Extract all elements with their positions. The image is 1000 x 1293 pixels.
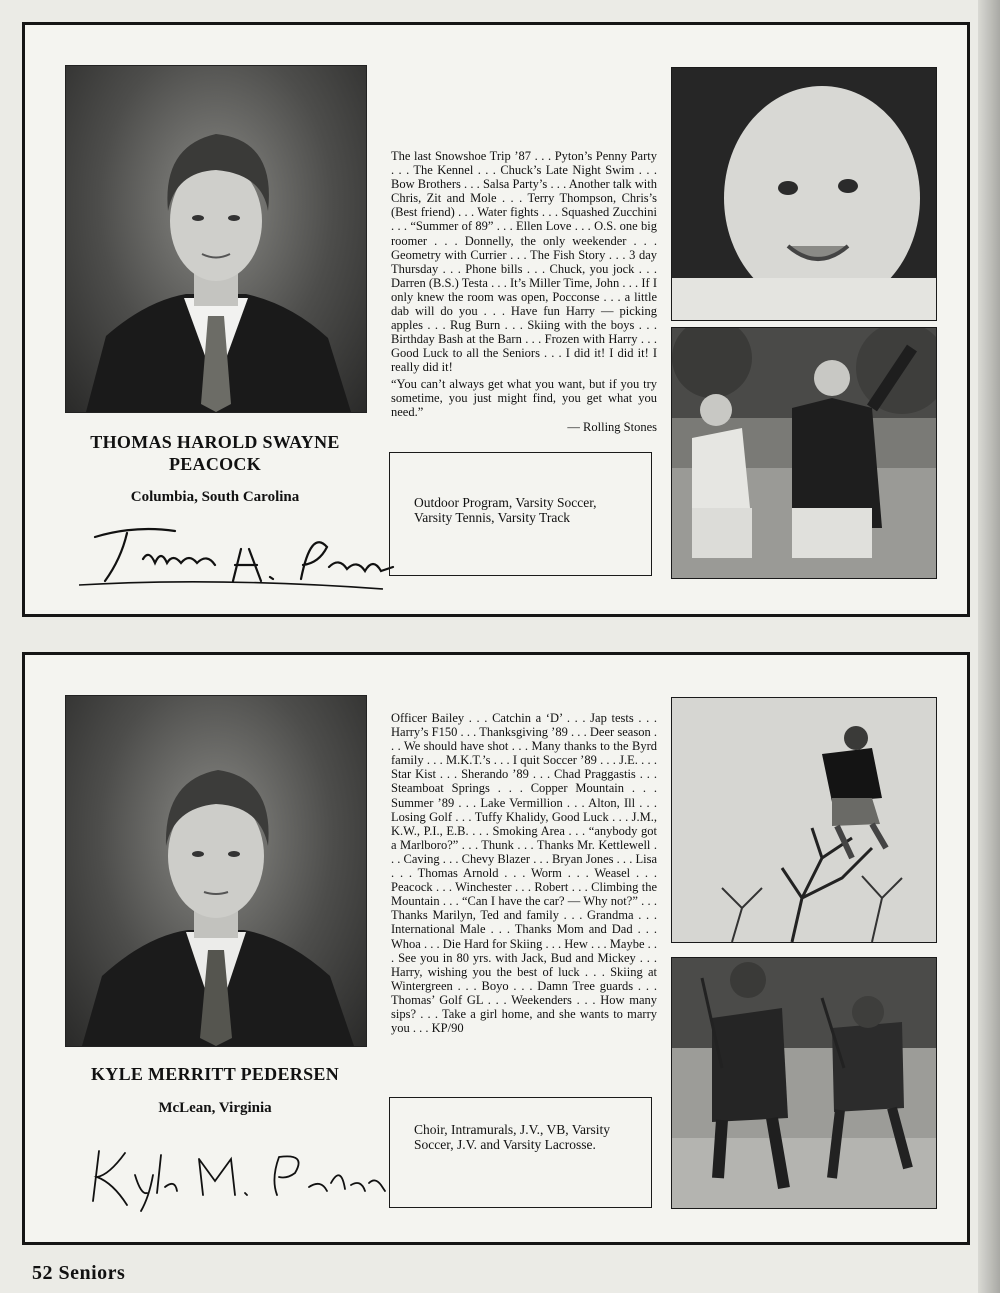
senior-name <box>65 431 365 475</box>
hometown: Columbia, South Carolina <box>130 489 300 505</box>
name-line-1: THOMAS HAROLD SWAYNE <box>90 432 340 452</box>
senior-name: KYLE MERRITT PEDERSEN <box>90 1064 340 1084</box>
section-label: Seniors <box>58 1262 126 1284</box>
senior-quote: “You can’t always get what you want, but if you try sometime, you just might find, you get what you need.” <box>391 377 657 420</box>
senior-panel-pedersen <box>22 652 970 1245</box>
activities-box: Outdoor Program, Varsity Soccer, Varsity Tennis, Varsity Track <box>389 452 652 576</box>
portrait-photo <box>65 695 367 1047</box>
baby-photo <box>671 67 937 321</box>
signature <box>65 1135 395 1215</box>
hometown: McLean, Virginia <box>158 1100 272 1116</box>
senior-memories: Officer Bailey . . . Catchin a ‘D’ . . . Jap tests . . . Harry’s F150 . . . Thanksgiving ’89 . . . Deer season . . . We should have shot . . . Many thanks to the Byrd family . . . M.K.T.’s . . . I quit Soccer ’89 . . . J.E. . . . Star Kist . . . Sherando ’89 . . . Chad Praggastis . . . Steamboat Springs . . . Copper Mountain . . . Summer ’89 . . . Lake Vermillion . . . Alton, Ill . . . Losing Golf . . . Tuffy Khalidy, Good Luck . . . J.M., K.W., P.I., E.B. . . . Smoking Area . . . “anybody got a Marlboro?” . . . Thunk . . . Thanks Mr. Kettlewell . . . Caving . . . Chevy Blazer . . . Bryan Jones . . . Lisa . . . Thomas Arnold . . . Worm . . . Weasel . . . Peacock . . . Winchester . . . Robert . . . Climbing the Mountain . . . “Can I have the car? — Why not?” . . . Thanks Marilyn, Ted and family . . . Grandma . . . International Male . . . Thanks Mom and Dad . . . Whoa . . . Die Hard for Skiing . . . Hew . . . Maybe . . . See you in 80 yrs. with Jack, Bud and Mickey . . . Harry, wishing you the best of luck . . . Skiing at Wintergreen . . . Boyo . . . Damn Tree guards . . . Thomas’ Golf GL . . . Weekenders . . . How many sips? . . . Take a girl home, and she wants to marry you . . . KP/90 <box>391 711 657 1036</box>
outdoor-friends-photo <box>671 327 937 579</box>
page-footer <box>32 1262 125 1285</box>
activities-box: Choir, Intramurals, J.V., VB, Varsity Soccer, J.V. and Varsity Lacrosse. <box>389 1097 652 1208</box>
signature <box>65 519 395 599</box>
quote-attribution: — Rolling Stones <box>567 420 657 434</box>
page-edge <box>978 0 1000 1293</box>
name-line-2: PEACOCK <box>168 454 262 474</box>
jumping-photo <box>671 697 937 943</box>
senior-memories: The last Snowshoe Trip ’87 . . . Pyton’s Penny Party . . . The Kennel . . . Chuck’s Late Night Swim . . . Bow Brothers . . . Salsa Party’s . . . Another talk with Chris, Zit and Mole . . . Terry Thompson, Chris’s (Best friend) . . . Water fights . . . Squashed Zucchini . . . “Summer of 89” . . . Ellen Love . . . O.S. one big roomer . . . Donnelly, the only weekender . . . Geometry with Currier . . . The Fish Story . . . 3 day Thursday . . . Phone bills . . . Chuck, you jock . . . Darren (B.S.) Testa . . . It’s Miller Time, John . . . If I only knew the room was open, Pocconse . . . a little dab will do you . . . Have fun Harry — picking apples . . . Rug Burn . . . Skiing with the boys . . . Birthday Bash at the Barn . . . Frozen with Harry . . . Good Luck to all the Seniors . . . I did it! I did it! I really did it! <box>391 149 657 375</box>
senior-panel-peacock <box>22 22 970 617</box>
lacrosse-photo <box>671 957 937 1209</box>
page-number: 52 <box>32 1262 53 1284</box>
portrait-photo <box>65 65 367 413</box>
